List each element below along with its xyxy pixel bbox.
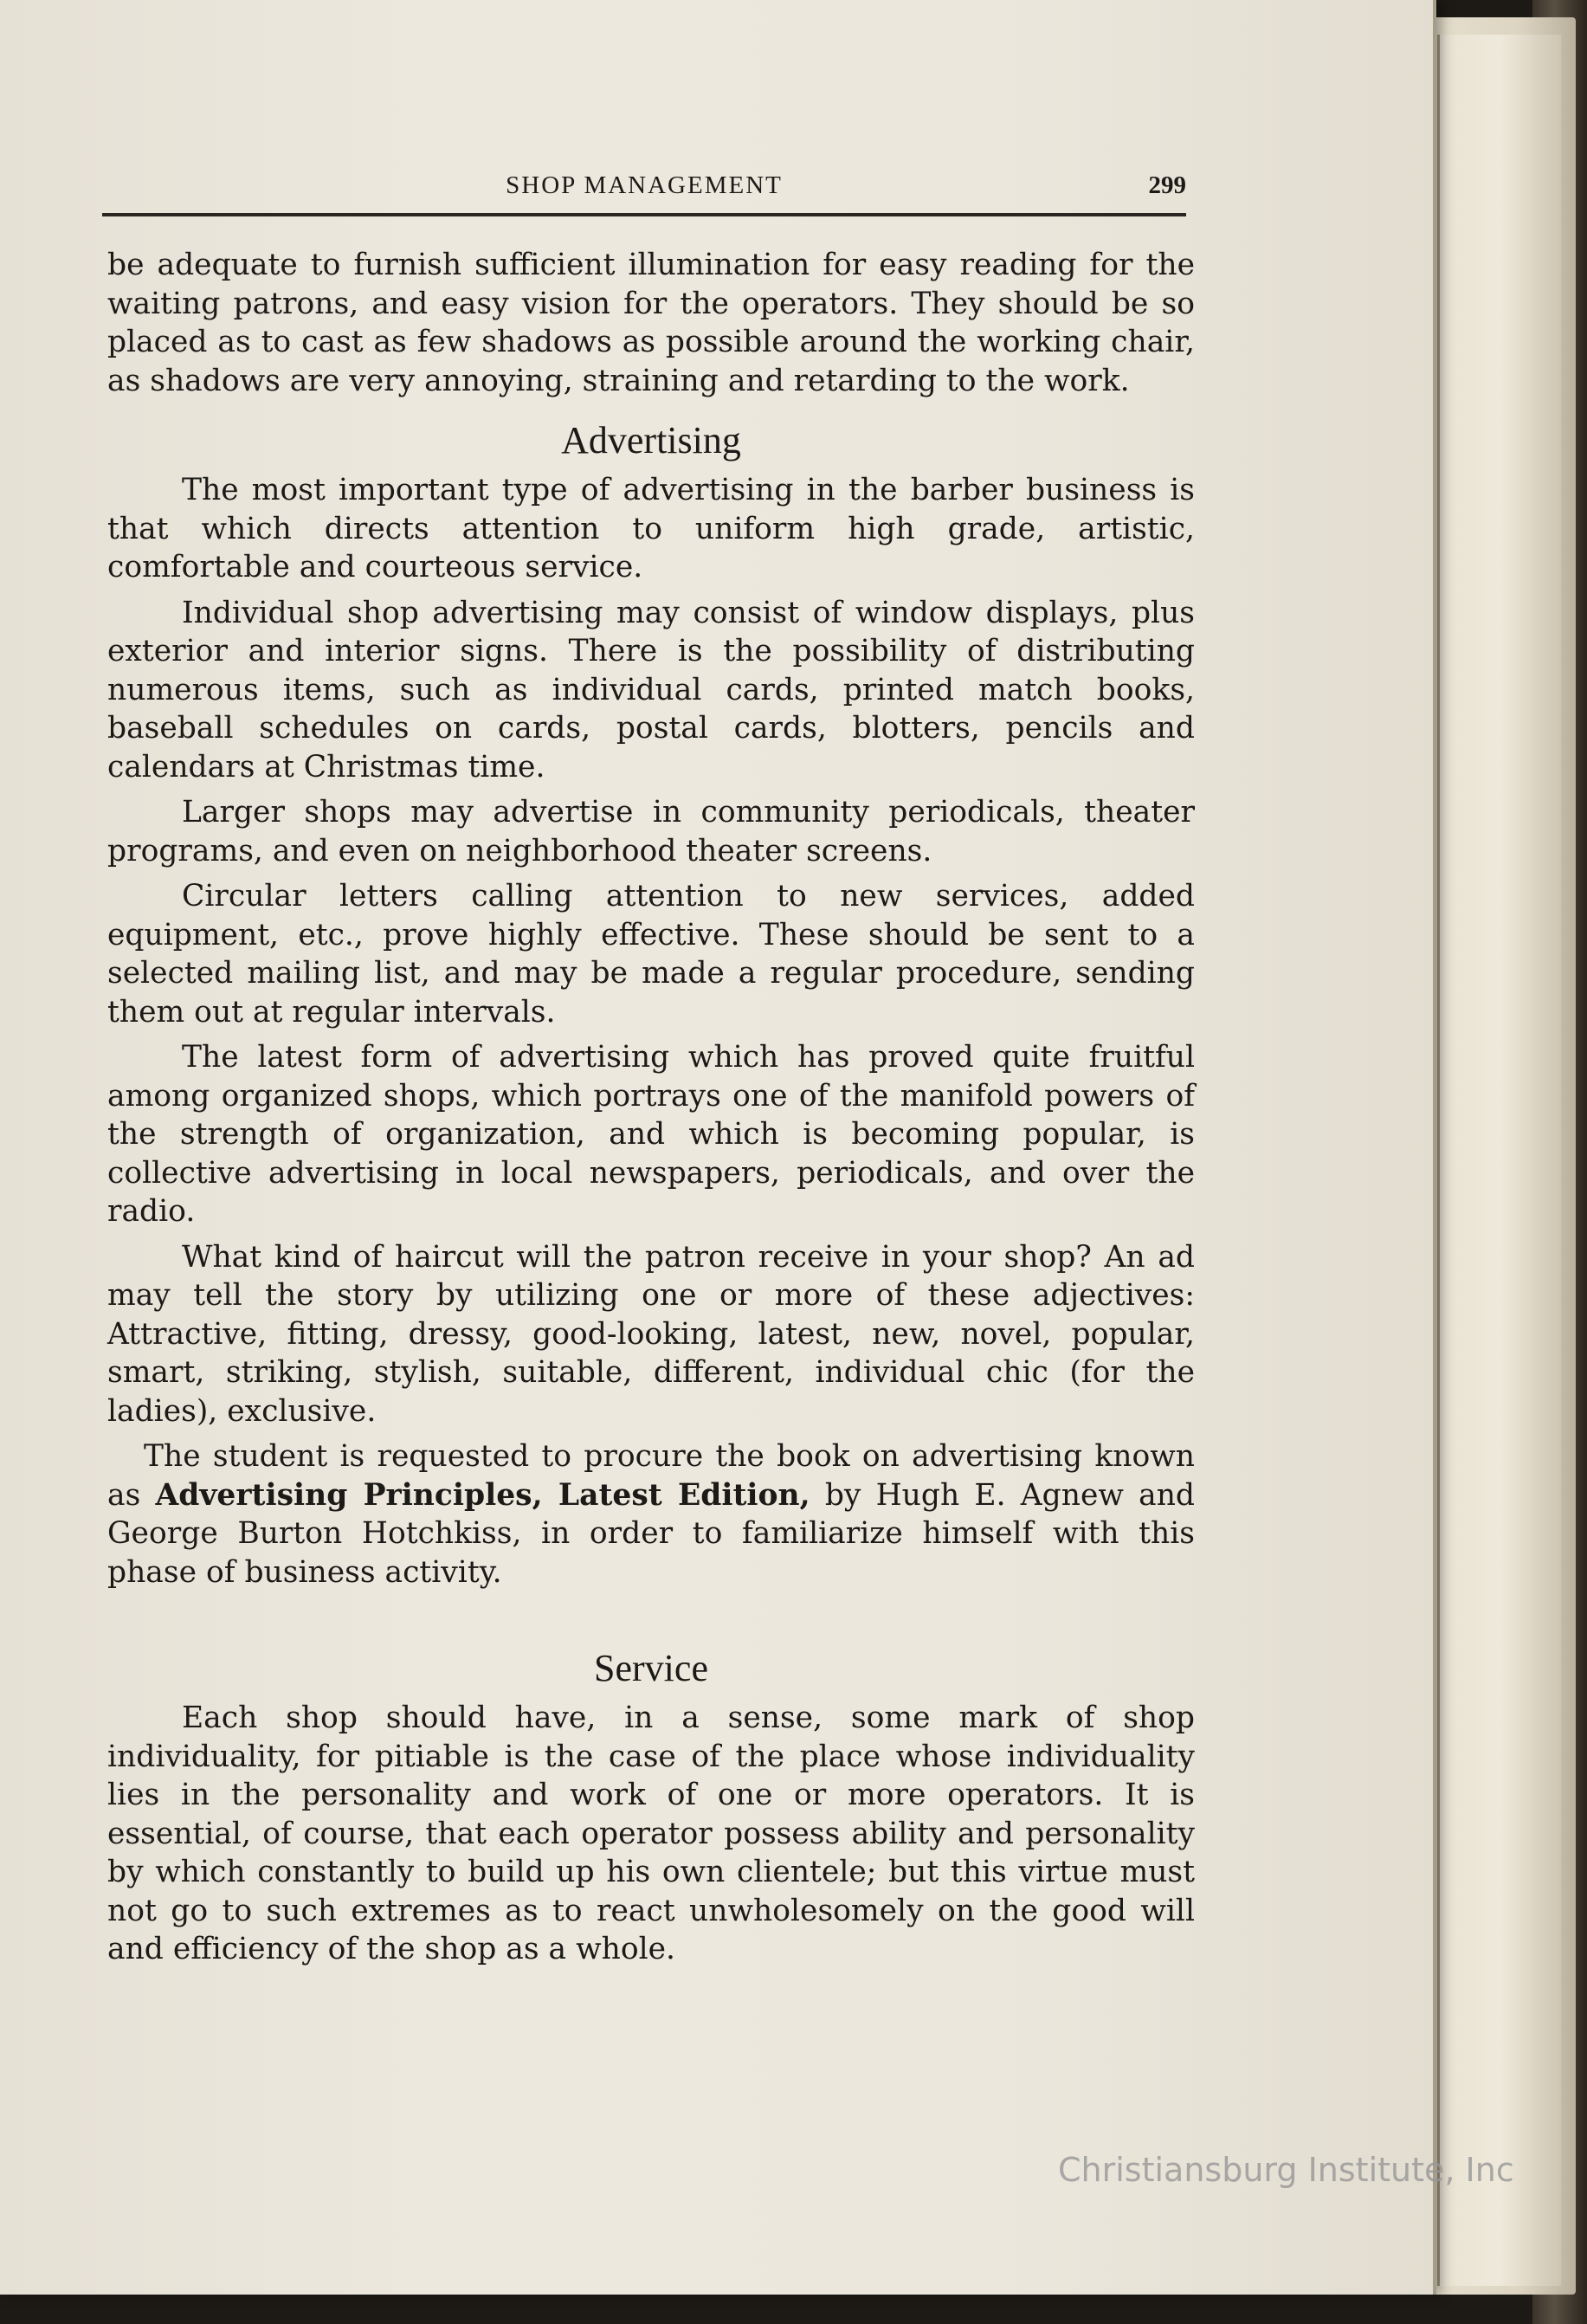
running-header bbox=[102, 171, 1186, 216]
advertising-paragraph: The latest form of advertising which has proved quite fruitful among organized shops, which portrays one of the manifold powers of the strength of organization, and which is becoming popular, is collective advertising in local newspapers, periodicals, and over the radio. bbox=[107, 1040, 1195, 1229]
service-paragraph: Each shop should have, in a sense, some mark of shop individuality, for pitiable is the case of the place whose individuality lies in the personality and work of one or more operators. It is essential, of course, that each operator possess ability and personality by which constantly to build up his own clientele; but this virtue must not go to such extremes as to react unwholesomely on the good will and efficiency of the shop as a whole. bbox=[107, 1701, 1195, 1966]
underlying-page-edge bbox=[1437, 35, 1561, 2286]
student-paragraph-text: The student is requested to procure the book on advertising known as bbox=[107, 1439, 1195, 1513]
page-number: 299 bbox=[1148, 171, 1186, 199]
running-title: SHOP MANAGEMENT bbox=[506, 171, 783, 199]
watermark: Christiansburg Institute, Inc bbox=[1058, 2151, 1514, 2189]
advertising-paragraph: Individual shop advertising may consist of window displays, plus exterior and interior signs. There is the possibility of distributing numerous items, such as individual cards, printed match books, baseball schedules on cards, postal cards, blotters, pencils and calendars at Christmas time. bbox=[107, 595, 1195, 784]
page-body bbox=[107, 246, 1195, 1969]
advertising-paragraph: What kind of haircut will the patron receive in your shop? An ad may tell the story by utilizing one or more of these adjectives: Attractive, fitting, dressy, good-looking, latest, new, novel, popular, smart, striking, stylish, suitable, different, individual chic (for the ladies), exclusive. bbox=[107, 1239, 1195, 1429]
advertising-heading: Advertising bbox=[561, 419, 741, 462]
book-title: Advertising Principles, Latest Edition, bbox=[155, 1477, 810, 1513]
intro-paragraph: be adequate to furnish sufficient illumination for easy reading for the waiting patrons, and easy vision for the operators. They should be so placed as to cast as few shadows as possible around the working chair, as shadows are very annoying, straining and retarding to the work. bbox=[107, 248, 1195, 398]
advertising-paragraph: Circular letters calling attention to new services, added equipment, etc., prove highly effective. These should be sent to a selected mailing list, and may be made a regular procedure, sending them out at regular intervals. bbox=[107, 879, 1195, 1030]
advertising-paragraph: The most important type of advertising in the barber business is that which directs attention to uniform high grade, artistic, comfortable and courteous service. bbox=[107, 473, 1195, 584]
student-paragraph bbox=[107, 1437, 1195, 1591]
advertising-paragraph: Larger shops may advertise in community periodicals, theater programs, and even on neighborhood theater screens. bbox=[107, 795, 1195, 868]
service-heading: Service bbox=[594, 1647, 708, 1689]
student-paragraph-text: by Hugh E. Agnew and George Burton Hotchkiss, in order to familiarize himself with this phase of business activity. bbox=[107, 1477, 1195, 1590]
